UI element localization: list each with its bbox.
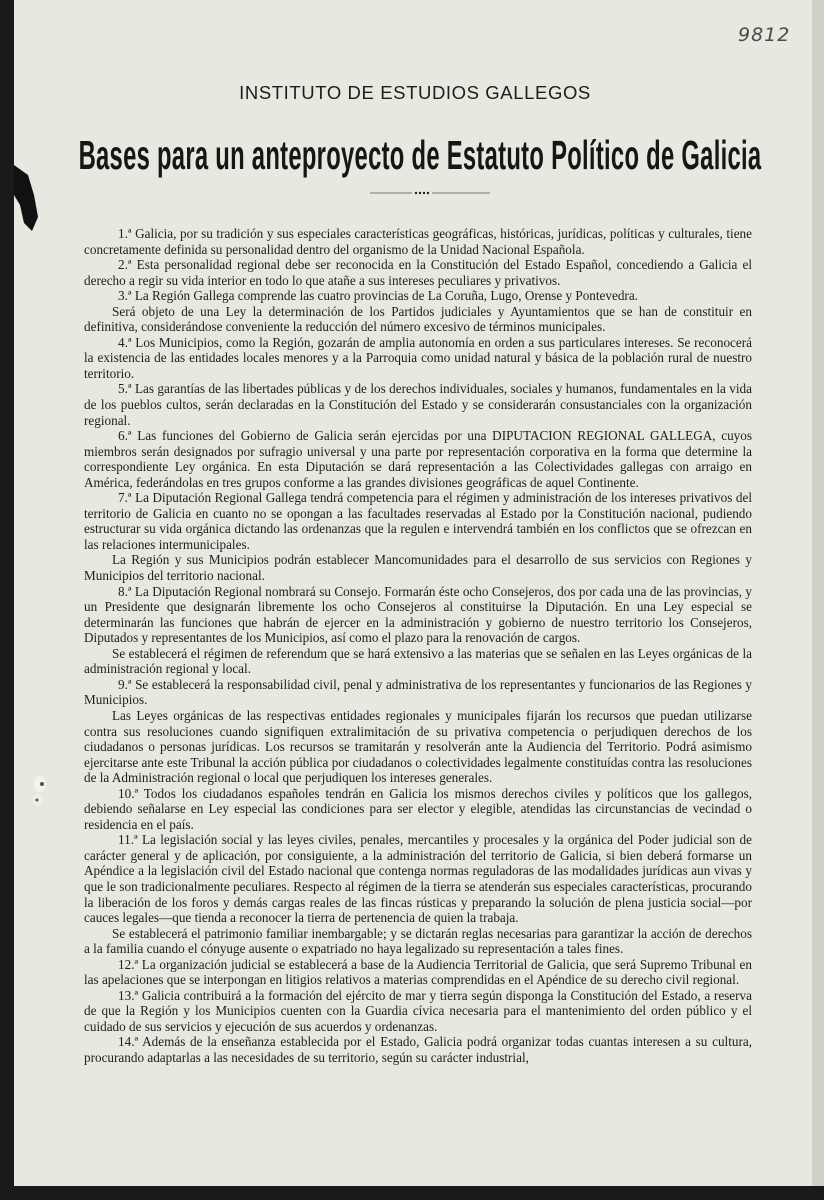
paragraph-12: 12.ª La organización judicial se establecerá a base de la Audiencia Territorial de Galicia, que será Supremo Tribunal en las apelaciones que se interpongan en litigios relativos a materias comprendidas en el Apéndice de su derecho civil regional. [84, 956, 752, 988]
document-title: Bases para un anteproyecto de Estatuto Político de Galicia [78, 132, 762, 178]
paper-tear-mark [14, 165, 40, 235]
paragraph-4: 4.ª Los Municipios, como la Región, gozarán de amplia autonomía en orden a sus particulares intereses. Se reconocerá la existencia de las entidades locales menores y a la Parroquia como unidad natural y básica de la población rural de nuestro territorio. [84, 334, 752, 381]
paragraph-5: 5.ª Las garantías de las libertades públicas y de los derechos individuales, sociales y humanos, fundamentales en la vida de los pueblos cultos, serán declaradas en la Constitución del Estado y se considerarán consustanciales con la organización regional. [84, 381, 752, 428]
paragraph-7: 7.ª La Diputación Regional Gallega tendrá competencia para el régimen y administración de los intereses privativos del territorio de Galicia en cuanto no se opongan a las facultades reservadas al Estado por la Constitución nacional, pudiendo estructurar su vida orgánica dictando las ordenanzas que la regulen e intervendrá también en los conflictos que se ofrezcan en las relaciones intermunicipales. [84, 490, 752, 552]
divider-ornament [370, 186, 490, 200]
paragraph-14: 14.ª Además de la enseñanza establecida por el Estado, Galicia podrá organizar todas cuantas interesen a su cultura, procurando adaptarlas a las necesidades de su territorio, según su carácter industrial, [84, 1034, 752, 1065]
scan-border-left [0, 0, 14, 1200]
institute-heading: INSTITUTO DE ESTUDIOS GALLEGOS [239, 82, 591, 103]
paragraph-3: 3.ª La Región Gallega comprende las cuatro provincias de La Coruña, Lugo, Orense y Pontevedra. [118, 288, 638, 304]
scan-border-right [812, 0, 824, 1200]
paper-stain-mark [28, 770, 52, 810]
statute-body [84, 226, 752, 1066]
paragraph-13: 13.ª Galicia contribuirá a la formación del ejército de mar y tierra según disponga la Constitución del Estado, a reserva de que la Región y los Municipios cuenten con la Guardia cívica necesaria para el mantenimiento del orden público y el cuidado de sus servicios y ejecución de sus acuerdos y ordenanzas. [84, 987, 752, 1034]
paragraph-11-cont: Se establecerá el patrimonio familiar inembargable; y se dictarán reglas necesarias para garantizar la acción de derechos a la familia cuando el cónyuge ausente o expatriado no haya legalizado su representación a tales fines. [84, 925, 752, 957]
archive-number: 9812 [738, 24, 791, 46]
paragraph-2: 2.ª Esta personalidad regional debe ser reconocida en la Constitución del Estado Español, concediendo a Galicia el derecho a regir su vida interior en todo lo que atañe a sus intereses peculiares y privativos. [84, 257, 752, 288]
paragraph-9: 9.ª Se establecerá la responsabilidad civil, penal y administrativa de los representantes y funcionarios de las Regiones y Municipios. [84, 676, 752, 708]
paragraph-8: 8.ª La Diputación Regional nombrará su Consejo. Formarán éste ocho Consejeros, dos por cada una de las provincias, y un Presidente que designarán libremente los ocho Consejeros al constituirse la Diputación. En una Ley especial se determinarán las funciones que habrán de ejercer en la administración y gobierno de nuestro territorio los Consejeros, Diputados y representantes de los Municipios, así como el plazo para la renovación de cargos. [84, 583, 752, 646]
paragraph-6: 6.ª Las funciones del Gobierno de Galicia serán ejercidas por una DIPUTACION REGIONAL GALLEGA, cuyos miembros serán designados por sufragio universal y una parte por representación corporativa en la forma que determine la correspondiente Ley orgánica. En esta Diputación se dará representación a las Colectividades gallegas con arraigo en América, federándolas en tres grupos conforme a las grandes divisiones geográficas de aquel Continente. [84, 428, 752, 490]
paragraph-9-cont: Las Leyes orgánicas de las respectivas entidades regionales y municipales fijarán los recursos que puedan utilizarse contra sus resoluciones cuando signifiquen extralimitación de su privativa competencia o perjudiquen derechos de los ciudadanos o personas jurídicas. Los recursos se tramitarán y resolverán ante la Audiencia del Territorio. Podrá asimismo ejercitarse ante este Tribunal la acción pública por ciudadanos o colectividades legalmente constituídas contra las resoluciones de la Administración regional o local que perjudiquen los intereses generales. [84, 707, 752, 786]
paragraph-7-cont: La Región y sus Municipios podrán establecer Mancomunidades para el desarrollo de sus servicios con Regiones y Municipios del territorio nacional. [84, 552, 752, 584]
scan-border-bottom [0, 1186, 824, 1200]
paragraph-8-cont: Se establecerá el régimen de referendum que se hará extensivo a las materias que se señalen en las Leyes orgánicas de la administración regional y local. [84, 645, 752, 677]
paragraph-11: 11.ª La legislación social y las leyes civiles, penales, mercantiles y procesales y la orgánica del Poder judicial son de carácter general y de aplicación, por consiguiente, a la administración del territorio de Galicia, si bien deberá formarse un Apéndice a la legislación civil del Estado nacional que contenga normas reguladoras de las modalidades jurídicas aun vivas y que le son tradicionalmente peculiares. Respecto al régimen de la tierra se atenderán sus especiales características, procurando la liberación de los foros y demás cargas reales de las fincas rústicas y preparando la solución de plena justicia social—por cauces legales—que tienda a reconocer la tierra de pertenencia de quien la trabaja. [84, 832, 752, 926]
paragraph-1: 1.ª Galicia, por su tradición y sus especiales características geográficas, históricas, jurídicas, políticas y culturales, tiene concretamente definida su personalidad dentro del organismo de la Unidad Nacional Española. [84, 226, 752, 257]
paragraph-10: 10.ª Todos los ciudadanos españoles tendrán en Galicia los mismos derechos civiles y políticos que los gallegos, debiendo señalarse en Ley especial las condiciones para ser elector y elegible, atendidas las circunstancias de vecindad o residencia en el país. [84, 785, 752, 832]
paragraph-3-cont: Será objeto de una Ley la determinación de los Partidos judiciales y Ayuntamientos que se han de constituir en definitiva, considerándose conveniente la reducción del número excesivo de términos municipales. [84, 303, 752, 335]
